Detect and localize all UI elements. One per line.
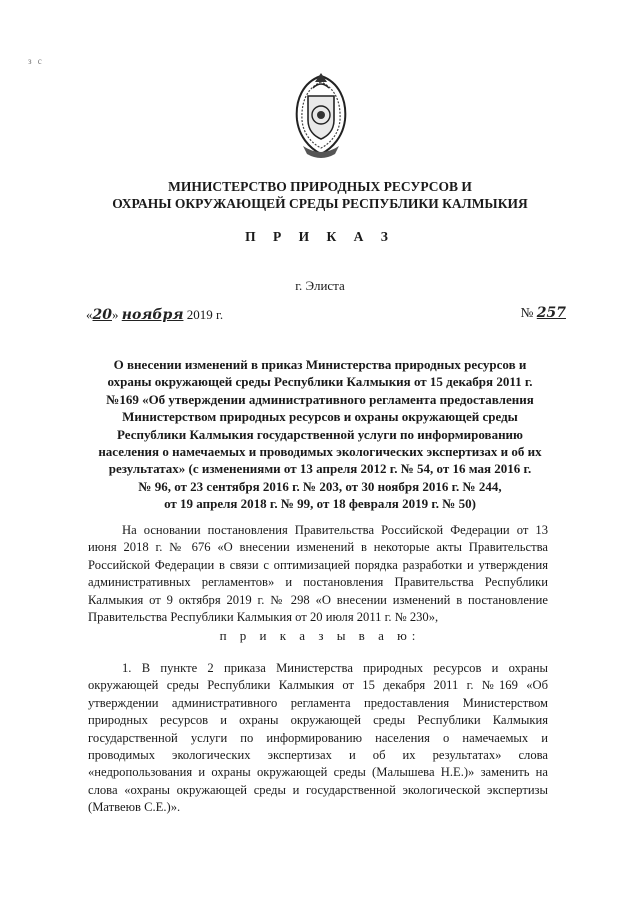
order-item-1: 1. В пункте 2 приказа Министерства природных ресурсов и охраны окружающей среды Республики Калмыкия от 15 декабря 2011 г. №169 «Об утверждении административного регламента предоставления Министерством природных ресурсов и охраны окружающей среды Республики Калмыкия государственной услуги по информированию населения о намечаемых и проводимых экологических экспертизах и об их результатах» слова «недропользования и охраны окружающей среды (Малышева Н.Е.)» заменить на слова «охраны окружающей среды и государственной экологической экспертизы (Матвеюв С.Е.)». (88, 661, 548, 815)
title-line: Министерством природных ресурсов и охраны окружающей среды (122, 409, 518, 425)
ministry-name (60, 178, 580, 212)
title-line: населения о намечаемых и проводимых экологических экспертизах и об их (98, 444, 542, 460)
ministry-line-1: МИНИСТЕРСТВО ПРИРОДНЫХ РЕСУРСОВ И (168, 179, 472, 194)
document-date (86, 307, 223, 323)
date-day: 20 (92, 307, 112, 323)
title-line: результатах» (с изменениями от 13 апреля 2012 г. № 54, от 16 мая 2016 г. (108, 461, 532, 477)
title-line: О внесении изменений в приказ Министерства природных ресурсов и (113, 357, 527, 372)
document-number (521, 305, 567, 321)
date-year: 2019 г. (186, 307, 224, 322)
date-close-quote: » (111, 307, 119, 322)
number-prefix: № (520, 305, 534, 320)
document-type: П Р И К А З (245, 229, 395, 244)
title-line: № 96, от 23 сентября 2016 г. № 203, от 30 ноября 2016 г. № 244, (138, 478, 502, 494)
order-word: п р и к а з ы в а ю: (219, 628, 421, 643)
city: г. Элиста (295, 278, 345, 293)
number-value: 257 (536, 305, 566, 321)
coat-of-arms-emblem-icon (289, 70, 353, 160)
title-line: от 19 апреля 2018 г. № 99, от 18 февраля 2019 г. № 50) (164, 496, 476, 512)
title-line: №169 «Об утверждении административного регламента предоставления (106, 391, 534, 407)
document-title (90, 356, 550, 513)
title-line: охраны окружающей среды Республики Калмыкия от 15 декабря 2011 г. (107, 374, 533, 390)
preamble-paragraph: На основании постановления Правительства Российской Федерации от 13 июня 2018 г. № 676 «О внесении изменений в некоторые акты Правительства Российской Федерации в связи с оптимизацией порядка разработки и утверждения административных регламентов» и постановления Правительства Республики Калмыкия от 9 октября 2019 г. № 298 «О внесении изменений в постановление Правительства Республики Калмыкия от 20 июля 2011 г. № 230», (88, 523, 548, 625)
title-line: Республики Калмыкия государственной услуги по информированию (117, 426, 523, 442)
ministry-line-2: ОХРАНЫ ОКРУЖАЮЩЕЙ СРЕДЫ РЕСПУБЛИКИ КАЛМЫКИЯ (112, 196, 528, 211)
date-month: ноября (121, 307, 184, 323)
date-open-quote: « (86, 307, 93, 322)
corner-marks: з с (28, 56, 44, 66)
